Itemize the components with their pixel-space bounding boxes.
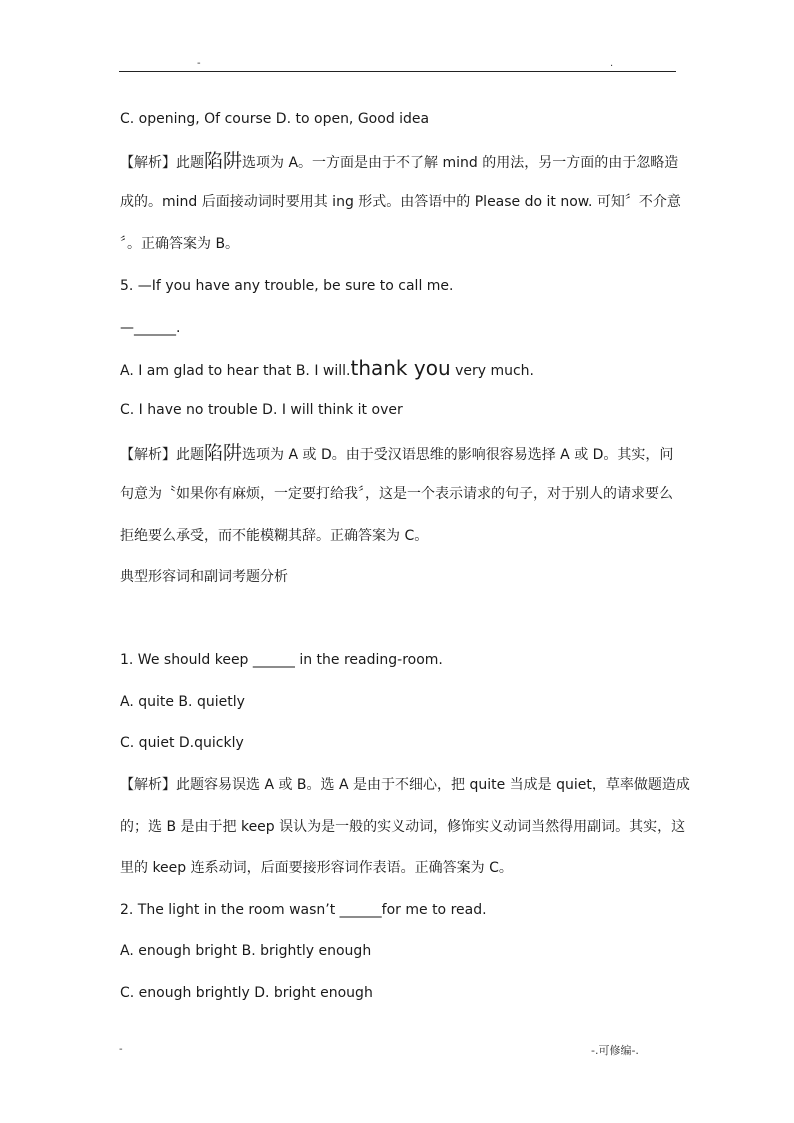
question-2: 2. The light in the room wasn’t ______for me to read. [120, 902, 487, 918]
analysis-text: 选项为 A 或 D。由于受汉语思维的影响很容易选择 A 或 D。其实，问 [242, 447, 674, 463]
analysis-line [120, 443, 673, 465]
analysis-line: 拒绝要么承受，而不能模糊其辞。正确答案为 C。 [120, 528, 429, 544]
header-left-mark: - [197, 58, 201, 69]
option-line-a-b: A. enough bright B. brightly enough [120, 943, 372, 959]
option-text: A. I am glad to hear that B. I will. [120, 363, 351, 379]
analysis-line: 〞。正确答案为 B。 [120, 236, 240, 252]
thank-you-text: thank you [350, 356, 451, 380]
header-right-mark: . [610, 58, 614, 69]
question-1: 1. We should keep ______ in the reading-room. [120, 652, 443, 668]
answer-blank: —______. [120, 320, 181, 336]
analysis-text: 选项为 A。一方面是由于不了解 mind 的用法，另一方面的由于忽略造 [242, 155, 679, 171]
analysis-line: 的；选 B 是由于把 keep 误认为是一般的实义动词，修饰实义动词当然得用副词。其实，这 [120, 819, 686, 835]
analysis-prefix: 【解析】此题 [120, 155, 204, 171]
analysis-prefix: 【解析】此题 [120, 447, 204, 463]
option-text-end: very much. [450, 363, 534, 379]
option-line-c-d: C. enough brightly D. bright enough [120, 985, 373, 1001]
analysis-line: 【解析】此题容易误选 A 或 B。选 A 是由于不细心，把 quite 当成是 quiet，草率做题造成 [120, 777, 690, 793]
header-rule [119, 71, 676, 72]
analysis-line: 里的 keep 连系动词，后面要接形容词作表语。正确答案为 C。 [120, 860, 513, 876]
analysis-line: 句意为〝如果你有麻烦，一定要打给我〞，这是一个表示请求的句子，对于别人的请求要么 [120, 486, 673, 502]
option-line-a-b [120, 358, 534, 381]
analysis-line [120, 151, 678, 173]
option-line-c-d: C. I have no trouble D. I will think it over [120, 402, 403, 418]
section-heading: 典型形容词和副词考题分析 [120, 569, 288, 585]
footer-left-mark: - [119, 1044, 123, 1055]
question-5: 5. —If you have any trouble, be sure to call me. [120, 278, 454, 294]
trap-word: 陷阱 [204, 150, 243, 172]
option-line-c-d: C. quiet D.quickly [120, 735, 244, 751]
footer-editable-note: -.可修编-. [591, 1044, 639, 1057]
analysis-line: 成的。mind 后面接动词时要用其 ing 形式。由答语中的 Please do it now. 可知〞不介意 [120, 194, 681, 210]
trap-word: 陷阱 [204, 442, 243, 464]
option-line-a-b: A. quite B. quietly [120, 694, 245, 710]
option-line-c-d: C. opening, Of course D. to open, Good idea [120, 111, 430, 127]
